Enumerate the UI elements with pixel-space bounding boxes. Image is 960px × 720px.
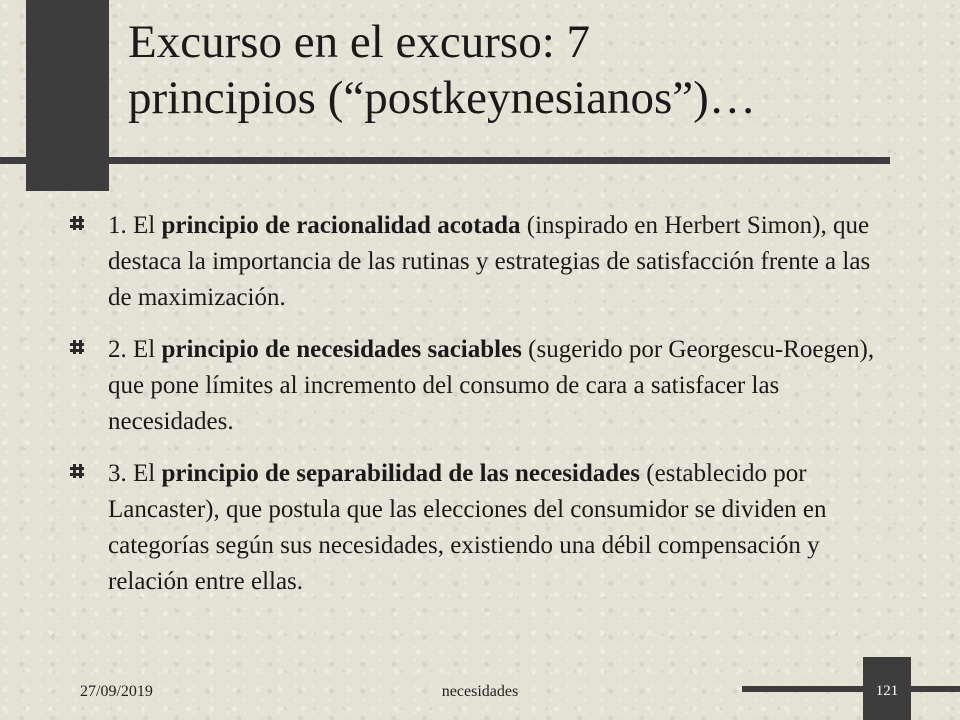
bullet-prefix: 2. El — [108, 336, 162, 363]
hash-bullet-icon — [70, 464, 84, 478]
hash-bullet-icon — [70, 216, 84, 230]
hash-bullet-icon — [70, 340, 84, 354]
bullet-list — [70, 208, 890, 616]
bullet-description: (establecido por Lancaster), que postula que las elecciones del consumidor se dividen en categorías según sus necesidades, existiendo una débil compensación y relación entre ellas. — [108, 460, 827, 595]
bullet-bold-term: principio de necesidades saciables — [161, 336, 522, 363]
slide-title-line-1: Excurso en el excurso: 7 — [128, 16, 591, 68]
page-number: 121 — [875, 683, 899, 699]
bullet-bold-term: principio de racionalidad acotada — [161, 212, 521, 239]
title-underline-bar — [0, 157, 890, 164]
bullet-description: (inspirado en Herbert Simon), que destaca la importancia de las rutinas y estrategias de satisfacción frente a las de maximización. — [108, 212, 871, 311]
bullet-description: (sugerido por Georgescu-Roegen), que pone límites al incremento del consumo de cara a satisfacer las necesidades. — [108, 336, 875, 435]
bullet-item-2 — [70, 332, 890, 440]
bullet-prefix: 1. El — [108, 212, 162, 239]
bullet-bold-term: principio de separabilidad de las necesidades — [161, 460, 641, 487]
footer-date: 27/09/2019 — [80, 683, 153, 700]
bullet-text-2 — [108, 332, 890, 440]
bullet-text-3 — [108, 456, 890, 600]
bullet-prefix: 3. El — [108, 460, 162, 487]
footer-topic: necesidades — [441, 683, 519, 700]
bullet-item-3 — [70, 456, 890, 600]
bullet-text-1 — [108, 208, 890, 316]
slide-title-line-2: principios (“postkeynesianos”)… — [128, 72, 756, 124]
slide-title — [128, 14, 928, 126]
bullet-item-1 — [70, 208, 890, 316]
